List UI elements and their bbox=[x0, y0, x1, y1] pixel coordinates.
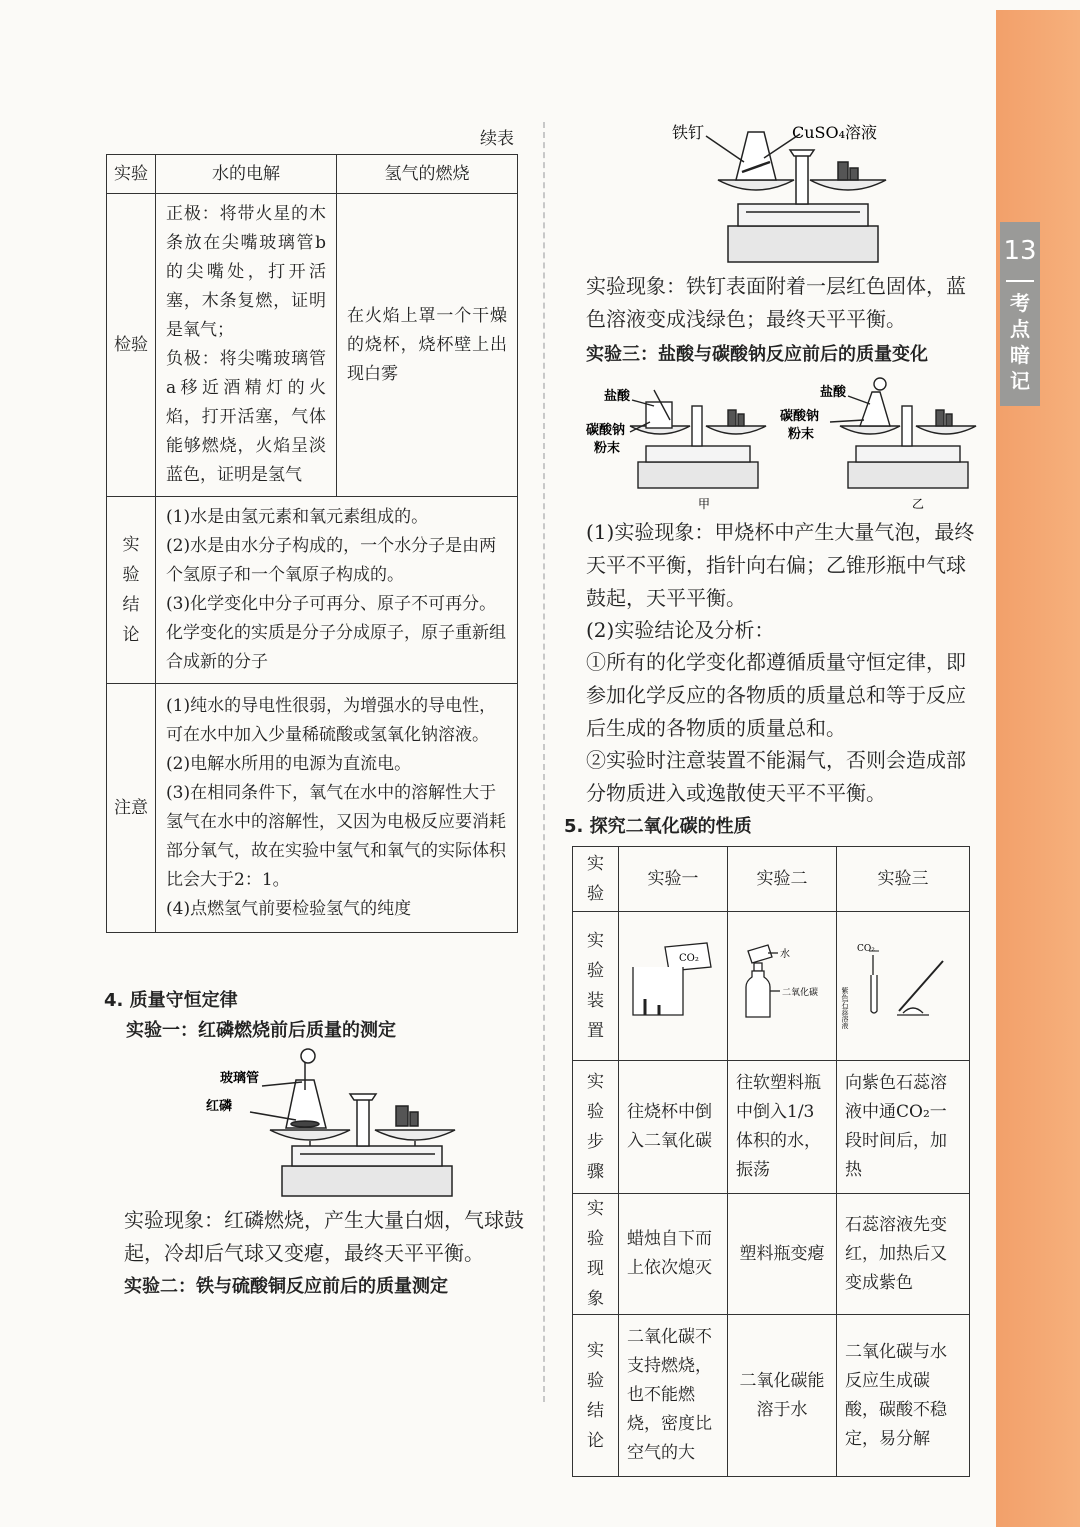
header-cell: 水的电解 bbox=[156, 155, 337, 194]
exp3-paragraph-2: (2)实验结论及分析： bbox=[586, 618, 775, 642]
apparatus-cell bbox=[619, 912, 728, 1061]
diagram-label: CuSO₄溶液 bbox=[792, 123, 878, 142]
header-cell: 氢气的燃烧 bbox=[337, 155, 518, 194]
exp3-title: 实验三：盐酸与碳酸钠反应前后的质量变化 bbox=[586, 344, 928, 365]
litmus-diagram bbox=[841, 941, 963, 1029]
table-row bbox=[573, 1315, 970, 1477]
table-row bbox=[107, 684, 518, 933]
table-cell: (1)水是由氢元素和氧元素组成的。 (2)水是由水分子构成的，一个水分子是由两个氢原子和一个氧原子构成的。 (3)化学变化中分子可再分、原子不可再分。化学变化的实质是分子分成原子，原子重新组合成新的分子 bbox=[156, 497, 518, 684]
diagram-caption: 甲 bbox=[698, 497, 711, 511]
table-cell: 塑料瓶变瘪 bbox=[728, 1194, 837, 1315]
exp1-title: 实验一：红磷燃烧前后质量的测定 bbox=[126, 1020, 396, 1041]
exp3-paragraph-3: ①所有的化学变化都遵循质量守恒定律，即参加化学反应的各物质的质量总和等于反应后生成的各物质的质量总和。 bbox=[586, 650, 966, 740]
exp3-balance-diagrams bbox=[580, 376, 980, 512]
exp1-balance-diagram bbox=[200, 1046, 480, 1202]
section-5-title: 5. 探究二氧化碳的性质 bbox=[564, 816, 752, 837]
table-cell: 二氧化碳与水反应生成碳酸，碳酸不稳定，易分解 bbox=[837, 1315, 970, 1477]
row-label: 注意 bbox=[107, 684, 156, 933]
exp2-phenomenon: 实验现象：铁钉表面附着一层红色固体，蓝色溶液变成浅绿色；最终天平平衡。 bbox=[586, 274, 966, 331]
header-cell: 实验 bbox=[573, 847, 619, 912]
table-row bbox=[573, 912, 970, 1061]
diagram-label: 盐酸 bbox=[604, 389, 631, 404]
header-cell: 实验 bbox=[107, 155, 156, 194]
diagram-label: 碳酸钠 bbox=[586, 423, 626, 438]
header-cell: 实验二 bbox=[728, 847, 837, 912]
pouring-co2-diagram bbox=[625, 941, 721, 1021]
apparatus-cell bbox=[728, 912, 837, 1061]
table-cell: 二氧化碳能溶于水 bbox=[728, 1315, 837, 1477]
electrolysis-table bbox=[106, 154, 518, 933]
apparatus-cell bbox=[837, 912, 970, 1061]
exp3-paragraph-4: ②实验时注意装置不能漏气，否则会造成部分物质进入或逸散使天平不平衡。 bbox=[586, 748, 966, 805]
exp1-phenomenon: 实验现象：红磷燃烧，产生大量白烟，气球鼓起，冷却后气球又变瘪，最终天平平衡。 bbox=[124, 1208, 524, 1265]
tab-separator bbox=[1006, 280, 1034, 282]
table-row bbox=[107, 194, 518, 497]
table-cell: 正极：将带火星的木条放在尖嘴玻璃管b的尖嘴处，打开活塞，木条复燃，证明是氧气； 负极：将尖嘴玻璃管a移近酒精灯的火焰，打开活塞，气体能够燃烧，火焰呈淡蓝色，证明是氢气 bbox=[156, 194, 337, 497]
row-label: 实验结论 bbox=[107, 497, 156, 684]
table-cell: 在火焰上罩一个干燥的烧杯，烧杯壁上出现白雾 bbox=[337, 194, 518, 497]
row-label: 检验 bbox=[107, 194, 156, 497]
diagram-label: 碳酸钠 bbox=[780, 409, 820, 424]
table-cell: 二氧化碳不支持燃烧，也不能燃烧，密度比空气的大 bbox=[619, 1315, 728, 1477]
table-row bbox=[107, 497, 518, 684]
column-divider bbox=[543, 122, 545, 1402]
table-cell: 往烧杯中倒入二氧化碳 bbox=[619, 1061, 728, 1194]
header-cell: 实验三 bbox=[837, 847, 970, 912]
table-row bbox=[573, 1061, 970, 1194]
page-number: 13 bbox=[1003, 236, 1037, 266]
diagram-label: 粉末 bbox=[594, 441, 621, 456]
row-label: 实验结论 bbox=[573, 1315, 619, 1477]
diagram-label: CO₂ bbox=[857, 944, 875, 954]
table-cell: 石蕊溶液先变红，加热后又变成紫色 bbox=[837, 1194, 970, 1315]
exp2-title: 实验二：铁与硫酸铜反应前后的质量测定 bbox=[124, 1276, 448, 1297]
chapter-label-text: 考点暗记 bbox=[1010, 291, 1030, 393]
table-row bbox=[573, 1194, 970, 1315]
co2-properties-table bbox=[572, 846, 970, 1477]
row-label: 实验装置 bbox=[573, 912, 619, 1061]
diagram-label: 粉末 bbox=[788, 427, 815, 442]
bottle-diagram bbox=[734, 941, 830, 1021]
diagram-label: 盐酸 bbox=[820, 385, 847, 400]
table-cell: 往软塑料瓶中倒入1/3体积的水，振荡 bbox=[728, 1061, 837, 1194]
exp2-balance-diagram bbox=[660, 118, 900, 268]
row-label: 实验现象 bbox=[573, 1194, 619, 1315]
diagram-label: 水 bbox=[780, 949, 790, 960]
table-header-row bbox=[107, 155, 518, 194]
diagram-label: 铁钉 bbox=[672, 123, 705, 142]
diagram-label: CO₂ bbox=[679, 953, 699, 964]
exp3-paragraph-1: (1)实验现象：甲烧杯中产生大量气泡，最终天平不平衡，指针向右偏；乙锥形瓶中气球鼓起，天平平衡。 bbox=[586, 520, 975, 610]
table-cell: 向紫色石蕊溶液中通CO₂一段时间后，加热 bbox=[837, 1061, 970, 1194]
table-cell: (1)纯水的导电性很弱，为增强水的导电性，可在水中加入少量稀硫酸或氢氧化钠溶液。 (2)电解水所用的电源为直流电。 (3)在相同条件下，氧气在水中的溶解性大于氢气在水中的溶解性，又因为电极反应要消耗部分氧气，故在实验中氢气和氧气的实际体积比会大于2：1。 (4)点燃氢气前要检验氢气的纯度 bbox=[156, 684, 518, 933]
diagram-label: 二氧化碳 bbox=[782, 988, 819, 998]
table-header-row bbox=[573, 847, 970, 912]
chapter-label bbox=[1000, 290, 1040, 394]
diagram-caption: 乙 bbox=[912, 497, 925, 511]
continued-label: 续表 bbox=[480, 129, 514, 149]
row-label: 实验步骤 bbox=[573, 1061, 619, 1194]
diagram-label: 红磷 bbox=[206, 1099, 233, 1114]
table-cell: 蜡烛自下而上依次熄灭 bbox=[619, 1194, 728, 1315]
header-cell: 实验一 bbox=[619, 847, 728, 912]
diagram-label: 紫色石蕊溶液 bbox=[841, 987, 849, 1029]
section-4-title: 4. 质量守恒定律 bbox=[104, 990, 238, 1011]
diagram-label: 玻璃管 bbox=[220, 1071, 260, 1086]
